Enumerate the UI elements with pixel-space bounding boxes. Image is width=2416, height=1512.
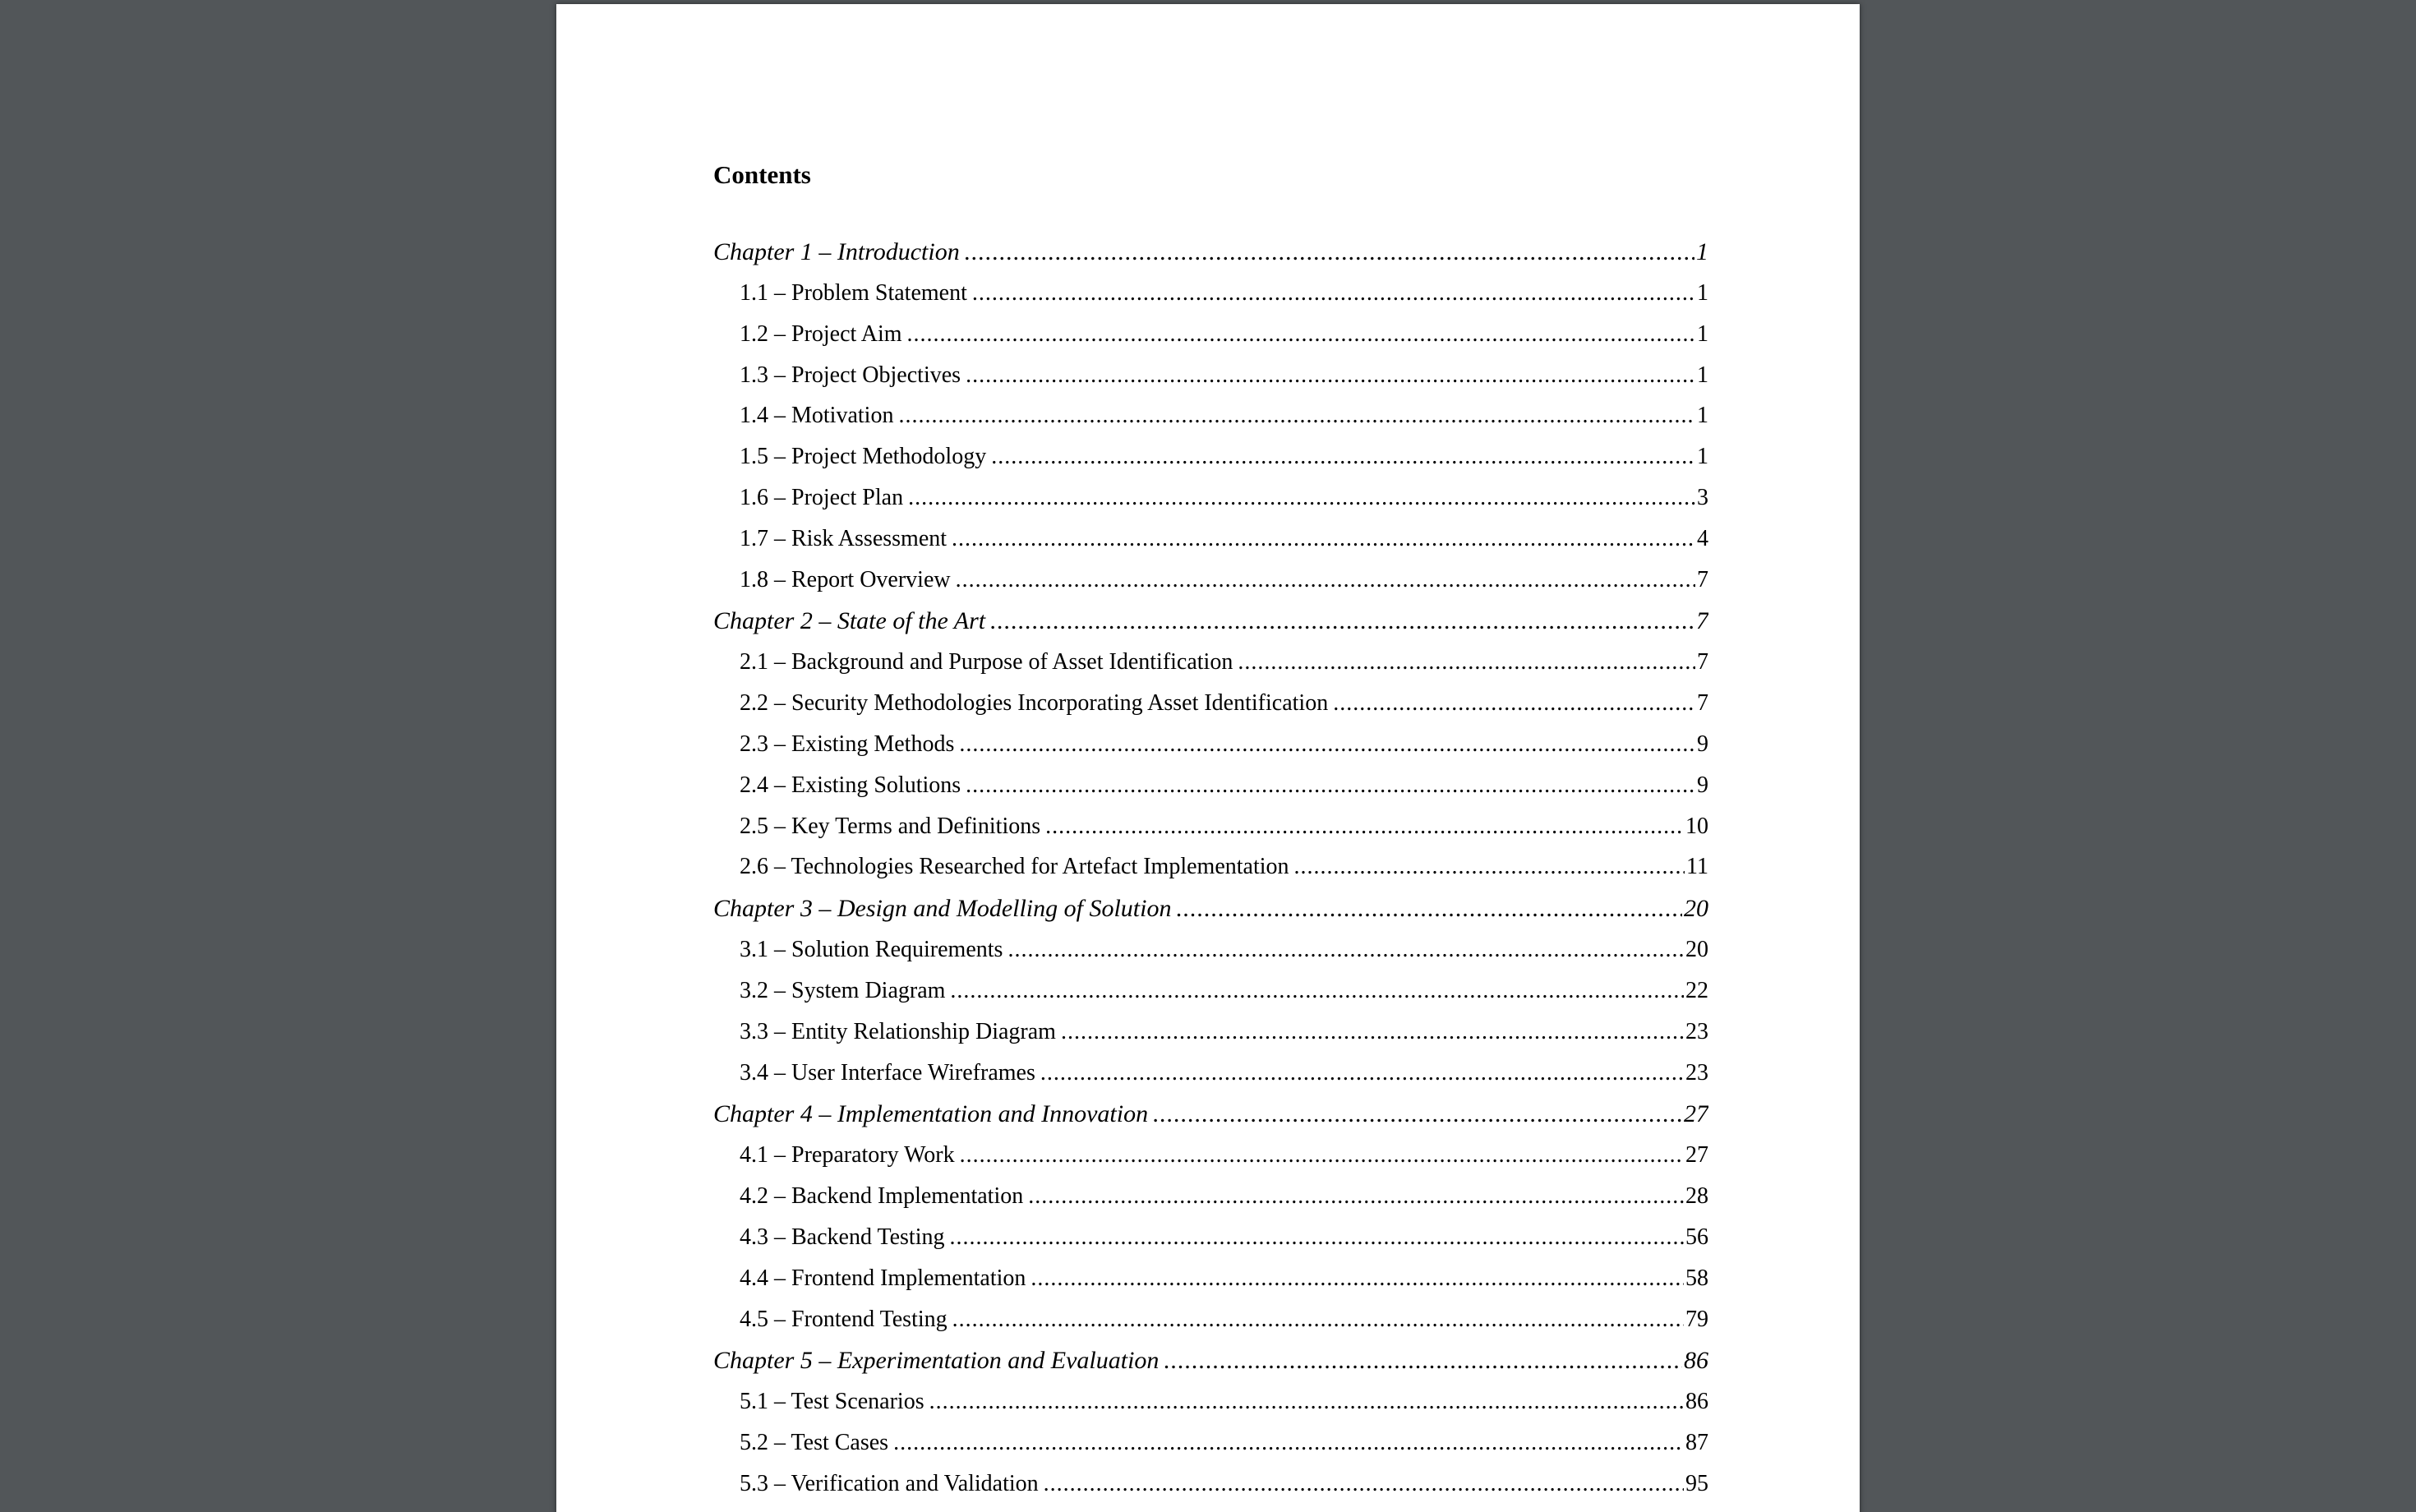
dot-leader xyxy=(1238,642,1695,683)
toc-section-entry[interactable] xyxy=(713,970,1708,1012)
dot-leader xyxy=(1294,846,1685,887)
toc-chapter-entry[interactable] xyxy=(713,231,1708,273)
toc-section-entry[interactable] xyxy=(713,1422,1708,1464)
toc-section-entry[interactable] xyxy=(713,519,1708,560)
toc-entry-label: 1.4 – Motivation xyxy=(740,403,894,429)
toc-entry-page-number: 4 xyxy=(1697,525,1708,551)
dot-leader xyxy=(959,724,1695,765)
toc-entries xyxy=(713,231,1708,1505)
document-page xyxy=(556,4,1860,1512)
toc-entry-label: 4.1 – Preparatory Work xyxy=(740,1142,955,1169)
toc-entry-page-number: 27 xyxy=(1685,1142,1708,1169)
dot-leader xyxy=(991,436,1695,477)
toc-entry-label: 3.2 – System Diagram xyxy=(740,977,946,1003)
toc-section-entry[interactable] xyxy=(713,1299,1708,1340)
toc-chapter-entry[interactable] xyxy=(713,600,1708,642)
toc-section-entry[interactable] xyxy=(713,560,1708,601)
dot-leader xyxy=(908,477,1695,519)
dot-leader xyxy=(949,1217,1684,1258)
toc-entry-label: Chapter 4 – Implementation and Innovation xyxy=(713,1100,1149,1128)
toc-section-entry[interactable] xyxy=(713,846,1708,887)
toc-section-entry[interactable] xyxy=(713,929,1708,970)
toc-entry-page-number: 7 xyxy=(1697,649,1708,675)
toc-entry-label: 3.1 – Solution Requirements xyxy=(740,937,1003,963)
toc-section-entry[interactable] xyxy=(713,1176,1708,1217)
toc-entry-label: 2.1 – Background and Purpose of Asset Identification xyxy=(740,649,1233,675)
toc-entry-label: 4.4 – Frontend Implementation xyxy=(740,1265,1026,1291)
toc-section-entry[interactable] xyxy=(713,436,1708,477)
toc-entry-page-number: 7 xyxy=(1697,566,1708,592)
toc-entry-label: Chapter 3 – Design and Modelling of Solution xyxy=(713,895,1172,923)
toc-section-entry[interactable] xyxy=(713,642,1708,683)
toc-entry-label: 5.3 – Verification and Validation xyxy=(740,1470,1039,1496)
dot-leader xyxy=(950,970,1684,1012)
toc-entry-label: 1.6 – Project Plan xyxy=(740,484,904,510)
toc-entry-page-number: 28 xyxy=(1685,1183,1708,1210)
toc-entry-page-number: 9 xyxy=(1697,731,1708,757)
toc-entry-page-number: 27 xyxy=(1684,1100,1708,1128)
toc-section-entry[interactable] xyxy=(713,1217,1708,1258)
toc-entry-page-number: 1 xyxy=(1697,362,1708,388)
toc-section-entry[interactable] xyxy=(713,1258,1708,1299)
toc-section-entry[interactable] xyxy=(713,273,1708,314)
dot-leader xyxy=(898,395,1695,436)
toc-entry-page-number: 3 xyxy=(1697,484,1708,510)
toc-entry-page-number: 1 xyxy=(1696,238,1708,265)
toc-entry-label: 1.5 – Project Methodology xyxy=(740,444,987,470)
toc-entry-label: 5.1 – Test Scenarios xyxy=(740,1389,924,1415)
dot-leader xyxy=(1164,1339,1682,1381)
toc-section-entry[interactable] xyxy=(713,395,1708,436)
toc-entry-page-number: 86 xyxy=(1685,1389,1708,1415)
toc-entry-page-number: 1 xyxy=(1697,403,1708,429)
dot-leader xyxy=(965,231,1694,273)
toc-entry-label: Chapter 1 – Introduction xyxy=(713,238,960,265)
toc-entry-page-number: 20 xyxy=(1685,937,1708,963)
toc-entry-label: 1.1 – Problem Statement xyxy=(740,280,967,306)
toc-entry-label: 3.4 – User Interface Wireframes xyxy=(740,1059,1035,1086)
toc-entry-page-number: 11 xyxy=(1686,854,1708,880)
dot-leader xyxy=(1045,806,1684,847)
toc-chapter-entry[interactable] xyxy=(713,1093,1708,1135)
toc-entry-label: 4.5 – Frontend Testing xyxy=(740,1306,947,1332)
toc-entry-label: 2.2 – Security Methodologies Incorporating Asset Identification xyxy=(740,690,1329,717)
toc-entry-label: 4.2 – Backend Implementation xyxy=(740,1183,1024,1210)
dot-leader xyxy=(1176,887,1682,929)
dot-leader xyxy=(1030,1258,1684,1299)
dot-leader xyxy=(1153,1093,1682,1135)
toc-section-entry[interactable] xyxy=(713,1053,1708,1094)
toc-entry-page-number: 87 xyxy=(1685,1430,1708,1456)
toc-entry-page-number: 23 xyxy=(1685,1059,1708,1086)
toc-entry-label: 1.2 – Project Aim xyxy=(740,320,902,347)
toc-entry-page-number: 23 xyxy=(1685,1018,1708,1044)
toc-entry-label: 3.3 – Entity Relationship Diagram xyxy=(740,1018,1056,1044)
toc-entry-label: 2.3 – Existing Methods xyxy=(740,731,955,757)
dot-leader xyxy=(1040,1053,1684,1094)
toc-section-entry[interactable] xyxy=(713,477,1708,519)
toc-entry-page-number: 86 xyxy=(1684,1347,1708,1375)
toc-entry-label: 2.5 – Key Terms and Definitions xyxy=(740,813,1041,839)
dot-leader xyxy=(966,355,1695,396)
toc-chapter-entry[interactable] xyxy=(713,887,1708,929)
toc-entry-label: Chapter 2 – State of the Art xyxy=(713,607,986,635)
toc-entry-page-number: 58 xyxy=(1685,1265,1708,1291)
toc-entry-page-number: 56 xyxy=(1685,1224,1708,1250)
toc-entry-label: 5.2 – Test Cases xyxy=(740,1430,889,1456)
dot-leader xyxy=(1007,929,1684,970)
toc-entry-page-number: 79 xyxy=(1685,1306,1708,1332)
toc-entry-label: Chapter 5 – Experimentation and Evaluation xyxy=(713,1347,1160,1375)
toc-section-entry[interactable] xyxy=(713,1464,1708,1505)
toc-entry-label: 1.3 – Project Objectives xyxy=(740,362,961,388)
toc-section-entry[interactable] xyxy=(713,1381,1708,1422)
toc-entry-page-number: 1 xyxy=(1697,280,1708,306)
toc-entry-page-number: 22 xyxy=(1685,977,1708,1003)
toc-entry-page-number: 9 xyxy=(1697,772,1708,798)
toc-section-entry[interactable] xyxy=(713,806,1708,847)
dot-leader xyxy=(1333,683,1695,724)
dot-leader xyxy=(952,519,1695,560)
dot-leader xyxy=(972,273,1695,314)
dot-leader xyxy=(956,560,1695,601)
toc-section-entry[interactable] xyxy=(713,1135,1708,1176)
dot-leader xyxy=(907,314,1695,355)
toc-heading: Contents xyxy=(713,160,811,189)
toc-section-entry[interactable] xyxy=(713,683,1708,724)
toc-entry-label: 1.7 – Risk Assessment xyxy=(740,525,947,551)
toc-entry-page-number: 1 xyxy=(1697,320,1708,347)
toc-section-entry[interactable] xyxy=(713,765,1708,806)
dot-leader xyxy=(1044,1464,1684,1505)
toc-entry-page-number: 10 xyxy=(1685,813,1708,839)
toc-entry-page-number: 95 xyxy=(1685,1470,1708,1496)
toc-entry-page-number: 7 xyxy=(1696,607,1708,635)
dot-leader xyxy=(1061,1012,1684,1053)
toc-entry-page-number: 1 xyxy=(1697,444,1708,470)
dot-leader xyxy=(952,1299,1684,1340)
dot-leader xyxy=(929,1381,1684,1422)
toc-entry-page-number: 20 xyxy=(1684,895,1708,923)
toc-section-entry[interactable] xyxy=(713,724,1708,765)
dot-leader xyxy=(960,1135,1684,1176)
toc-entry-page-number: 7 xyxy=(1697,690,1708,717)
table-of-contents xyxy=(713,159,1708,1505)
dot-leader xyxy=(1028,1176,1684,1217)
toc-section-entry[interactable] xyxy=(713,355,1708,396)
dot-leader xyxy=(990,600,1694,642)
toc-section-entry[interactable] xyxy=(713,314,1708,355)
toc-entry-label: 2.4 – Existing Solutions xyxy=(740,772,961,798)
toc-section-entry[interactable] xyxy=(713,1012,1708,1053)
toc-entry-label: 2.6 – Technologies Researched for Artefact Implementation xyxy=(740,854,1289,880)
toc-entry-label: 4.3 – Backend Testing xyxy=(740,1224,945,1250)
toc-entry-label: 1.8 – Report Overview xyxy=(740,566,951,592)
dot-leader xyxy=(966,765,1695,806)
dot-leader xyxy=(893,1422,1684,1464)
toc-chapter-entry[interactable] xyxy=(713,1339,1708,1381)
